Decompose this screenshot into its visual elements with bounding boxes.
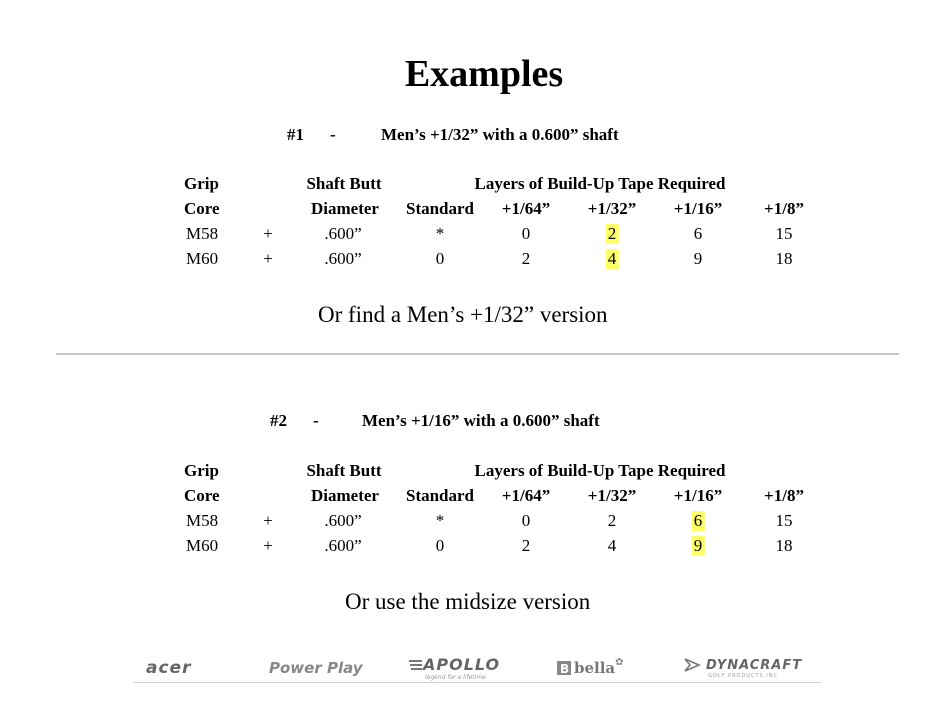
table-row-2-diameter: .600” — [324, 249, 362, 268]
power-play-logo: Power Play — [269, 659, 363, 677]
table-row-2-core: M60 — [186, 536, 219, 555]
table-row-2-plus: + — [263, 536, 273, 555]
table-row-2-p164: 2 — [521, 249, 531, 268]
header-shaft-butt: Shaft Butt — [306, 461, 382, 480]
flower-icon: ✿ — [615, 656, 624, 668]
bella-b-icon — [556, 660, 572, 676]
table-row-1-p164: 0 — [521, 224, 531, 243]
header-plus-1-32: +1/32” — [587, 199, 637, 218]
table-row-1-diameter: .600” — [324, 511, 362, 530]
header-shaft-butt: Shaft Butt — [306, 174, 382, 193]
apollo-logo: APOLLO legend for a lifetime — [409, 655, 500, 681]
table-row-1-p18: 15 — [775, 224, 793, 243]
header-plus-1-8: +1/8” — [764, 486, 804, 505]
header-plus-1-64: +1/64” — [501, 199, 551, 218]
svg-text:B: B — [560, 662, 570, 676]
page-title: Examples — [404, 53, 564, 95]
acer-logo: acer — [146, 658, 192, 678]
table-row-2-p116-highlighted: 9 — [693, 536, 703, 555]
dynacraft-arrow-icon — [684, 658, 706, 672]
apollo-stripes-icon — [409, 659, 423, 671]
example-1-number: #1 — [287, 125, 304, 144]
header-standard: Standard — [405, 199, 475, 218]
header-plus-1-32: +1/32” — [587, 486, 637, 505]
example-1-description: Men’s +1/32” with a 0.600” shaft — [381, 125, 619, 144]
header-plus-1-16: +1/16” — [673, 486, 723, 505]
header-grip: Grip — [184, 174, 219, 193]
example-2-dash: - — [313, 411, 319, 430]
example-1-dash: - — [330, 125, 336, 144]
example-2-number: #2 — [270, 411, 287, 430]
table-row-1-p116: 6 — [693, 224, 703, 243]
table-row-2-p18: 18 — [775, 249, 793, 268]
table-row-2-p116: 9 — [693, 249, 703, 268]
table-row-1-core: M58 — [186, 511, 219, 530]
table-row-1-p18: 15 — [775, 511, 793, 530]
table-row-2-plus: + — [263, 249, 273, 268]
header-standard: Standard — [405, 486, 475, 505]
table-row-1-core: M58 — [186, 224, 219, 243]
table-row-2-standard: 0 — [435, 536, 445, 555]
table-row-2-core: M60 — [186, 249, 219, 268]
table-row-2-p18: 18 — [775, 536, 793, 555]
header-core: Core — [184, 199, 220, 218]
header-grip: Grip — [184, 461, 219, 480]
example-2-description: Men’s +1/16” with a 0.600” shaft — [362, 411, 600, 430]
table-row-1-plus: + — [263, 511, 273, 530]
header-plus-1-16: +1/16” — [673, 199, 723, 218]
footer-divider — [133, 682, 821, 683]
header-diameter: Diameter — [311, 486, 379, 505]
table-row-2-p132: 4 — [607, 536, 617, 555]
table-row-2-diameter: .600” — [324, 536, 362, 555]
example-2-note: Or use the midsize version — [345, 589, 591, 614]
table-row-1-p116-highlighted: 6 — [693, 511, 703, 530]
table-row-1-p164: 0 — [521, 511, 531, 530]
bella-logo: B bella ✿ — [556, 655, 624, 681]
table-row-1-p132: 2 — [607, 511, 617, 530]
table-row-1-standard: * — [435, 224, 445, 243]
table-row-1-p132-highlighted: 2 — [607, 224, 617, 243]
table-row-2-p164: 2 — [521, 536, 531, 555]
table-row-1-plus: + — [263, 224, 273, 243]
header-plus-1-64: +1/64” — [501, 486, 551, 505]
table-row-2-p132-highlighted: 4 — [607, 249, 617, 268]
table-row-1-diameter: .600” — [324, 224, 362, 243]
table-row-1-standard: * — [435, 511, 445, 530]
header-core: Core — [184, 486, 220, 505]
header-layers: Layers of Build-Up Tape Required — [474, 174, 726, 193]
header-diameter: Diameter — [311, 199, 379, 218]
section-divider — [56, 353, 899, 355]
table-row-2-standard: 0 — [435, 249, 445, 268]
header-layers: Layers of Build-Up Tape Required — [474, 461, 726, 480]
example-1-note: Or find a Men’s +1/32” version — [318, 302, 608, 327]
header-plus-1-8: +1/8” — [764, 199, 804, 218]
dynacraft-logo: DYNACRAFT GOLF PRODUCTS INC. — [684, 655, 802, 681]
